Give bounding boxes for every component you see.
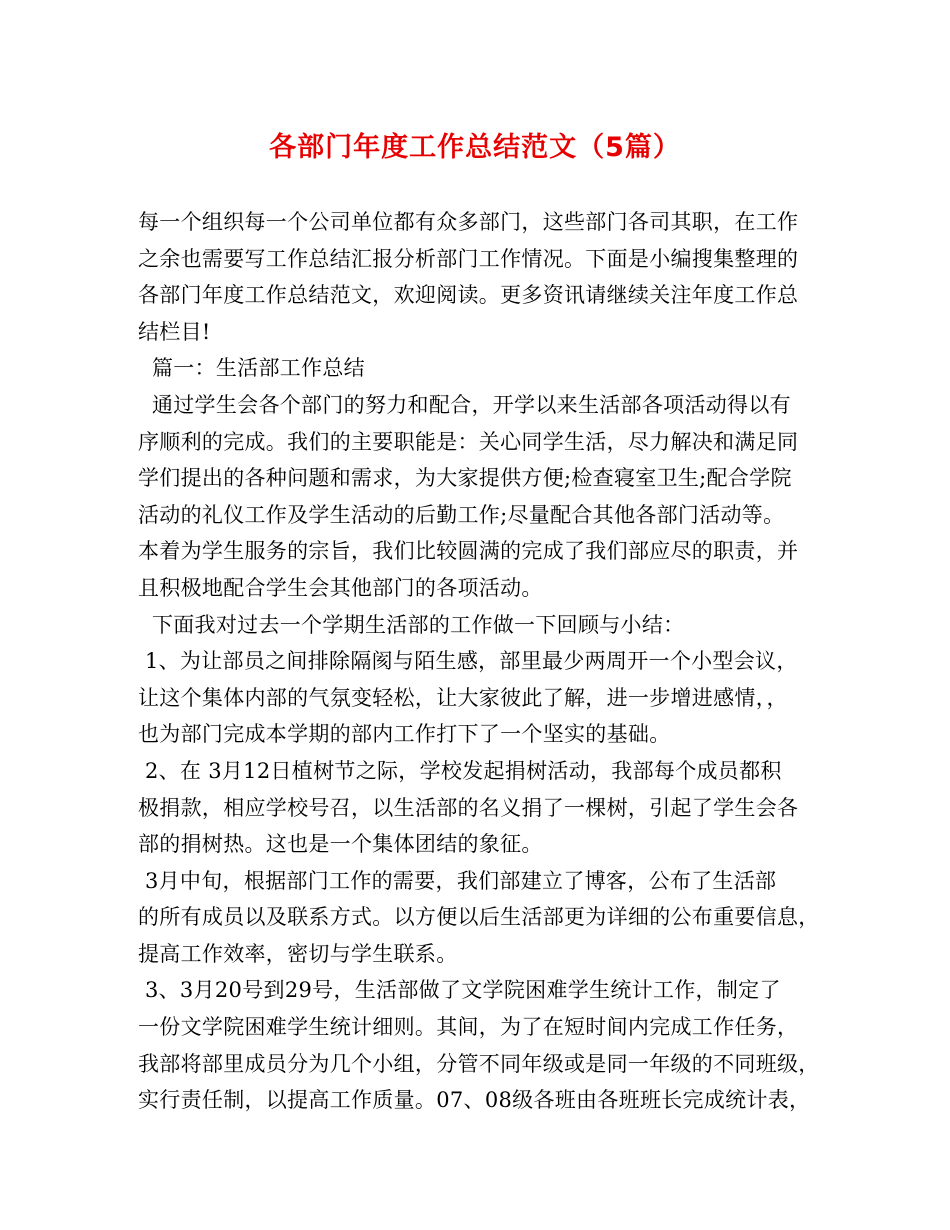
- document-body: [138, 204, 818, 1119]
- paragraph-line: 各部门年度工作总结范文，欢迎阅读。更多资讯请继续关注年度工作总: [138, 283, 799, 308]
- paragraph-line: 我部将部里成员分为几个小组，分管不同年级或是同一年级的不同班级，: [138, 1051, 820, 1076]
- paragraph-line: 通过学生会各个部门的努力和配合，开学以来生活部各项活动得以有: [138, 392, 791, 417]
- paragraph-line: 提高工作效率，密切与学生联系。: [138, 941, 458, 966]
- paragraph-line: 每一个组织每一个公司单位都有众多部门，这些部门各司其职，在工作: [138, 210, 799, 234]
- paragraph-line: 实行责任制，以提高工作质量。07、08级各班由各班班长完成统计表，: [138, 1088, 811, 1113]
- paragraph-line: 本着为学生服务的宗旨，我们比较圆满的完成了我们部应尽的职责，并: [138, 539, 799, 564]
- paragraph-line: 也为部门完成本学期的部内工作打下了一个坚实的基础。: [138, 722, 671, 747]
- paragraph-line: 下面我对过去一个学期生活部的工作做一下回顾与小结：: [138, 612, 685, 637]
- paragraph-line: 序顺利的完成。我们的主要职能是：关心同学生活，尽力解决和满足同: [138, 429, 799, 454]
- paragraph-line: 结栏目!: [138, 319, 211, 344]
- paragraph-line: 部的捐树热。这也是一个集体团结的象征。: [138, 832, 543, 857]
- paragraph-line: 的所有成员以及联系方式。以方便以后生活部更为详细的公布重要信息，: [138, 905, 820, 930]
- paragraph-line: 3月中旬，根据部门工作的需要，我们部建立了博客，公布了生活部: [138, 868, 777, 893]
- paragraph-line: 2、在 3月12日植树节之际，学校发起捐树活动，我部每个成员都积: [138, 758, 782, 783]
- paragraph-line: 学们提出的各种问题和需求，为大家提供方便;检查寝室卫生;配合学院: [138, 466, 792, 491]
- paragraph-line: 极捐款，相应学校号召，以生活部的名义捐了一棵树，引起了学生会各: [138, 795, 799, 820]
- paragraph-line: 且积极地配合学生会其他部门的各项活动。: [138, 575, 543, 600]
- paragraph-line: 一份文学院困难学生统计细则。其间，为了在短时间内完成工作任务，: [138, 1015, 799, 1040]
- paragraph-line: 篇一：生活部工作总结: [138, 356, 365, 381]
- document-title: 各部门年度工作总结范文（5篇）: [269, 132, 681, 163]
- paragraph-line: 3、3月20号到29号，生活部做了文学院困难学生统计工作，制定了: [138, 978, 781, 1003]
- paragraph-line: 1、为让部员之间排除隔阂与陌生感，部里最少两周开一个小型会议，: [138, 649, 798, 674]
- paragraph-line: 之余也需要写工作总结汇报分析部门工作情况。下面是小编搜集整理的: [138, 246, 799, 271]
- paragraph-line: 活动的礼仪工作及学生活动的后勤工作;尽量配合其他各部门活动等。: [138, 502, 785, 527]
- paragraph-line: 让这个集体内部的气氛变轻松，让大家彼此了解，进一步增进感情，，: [138, 685, 788, 710]
